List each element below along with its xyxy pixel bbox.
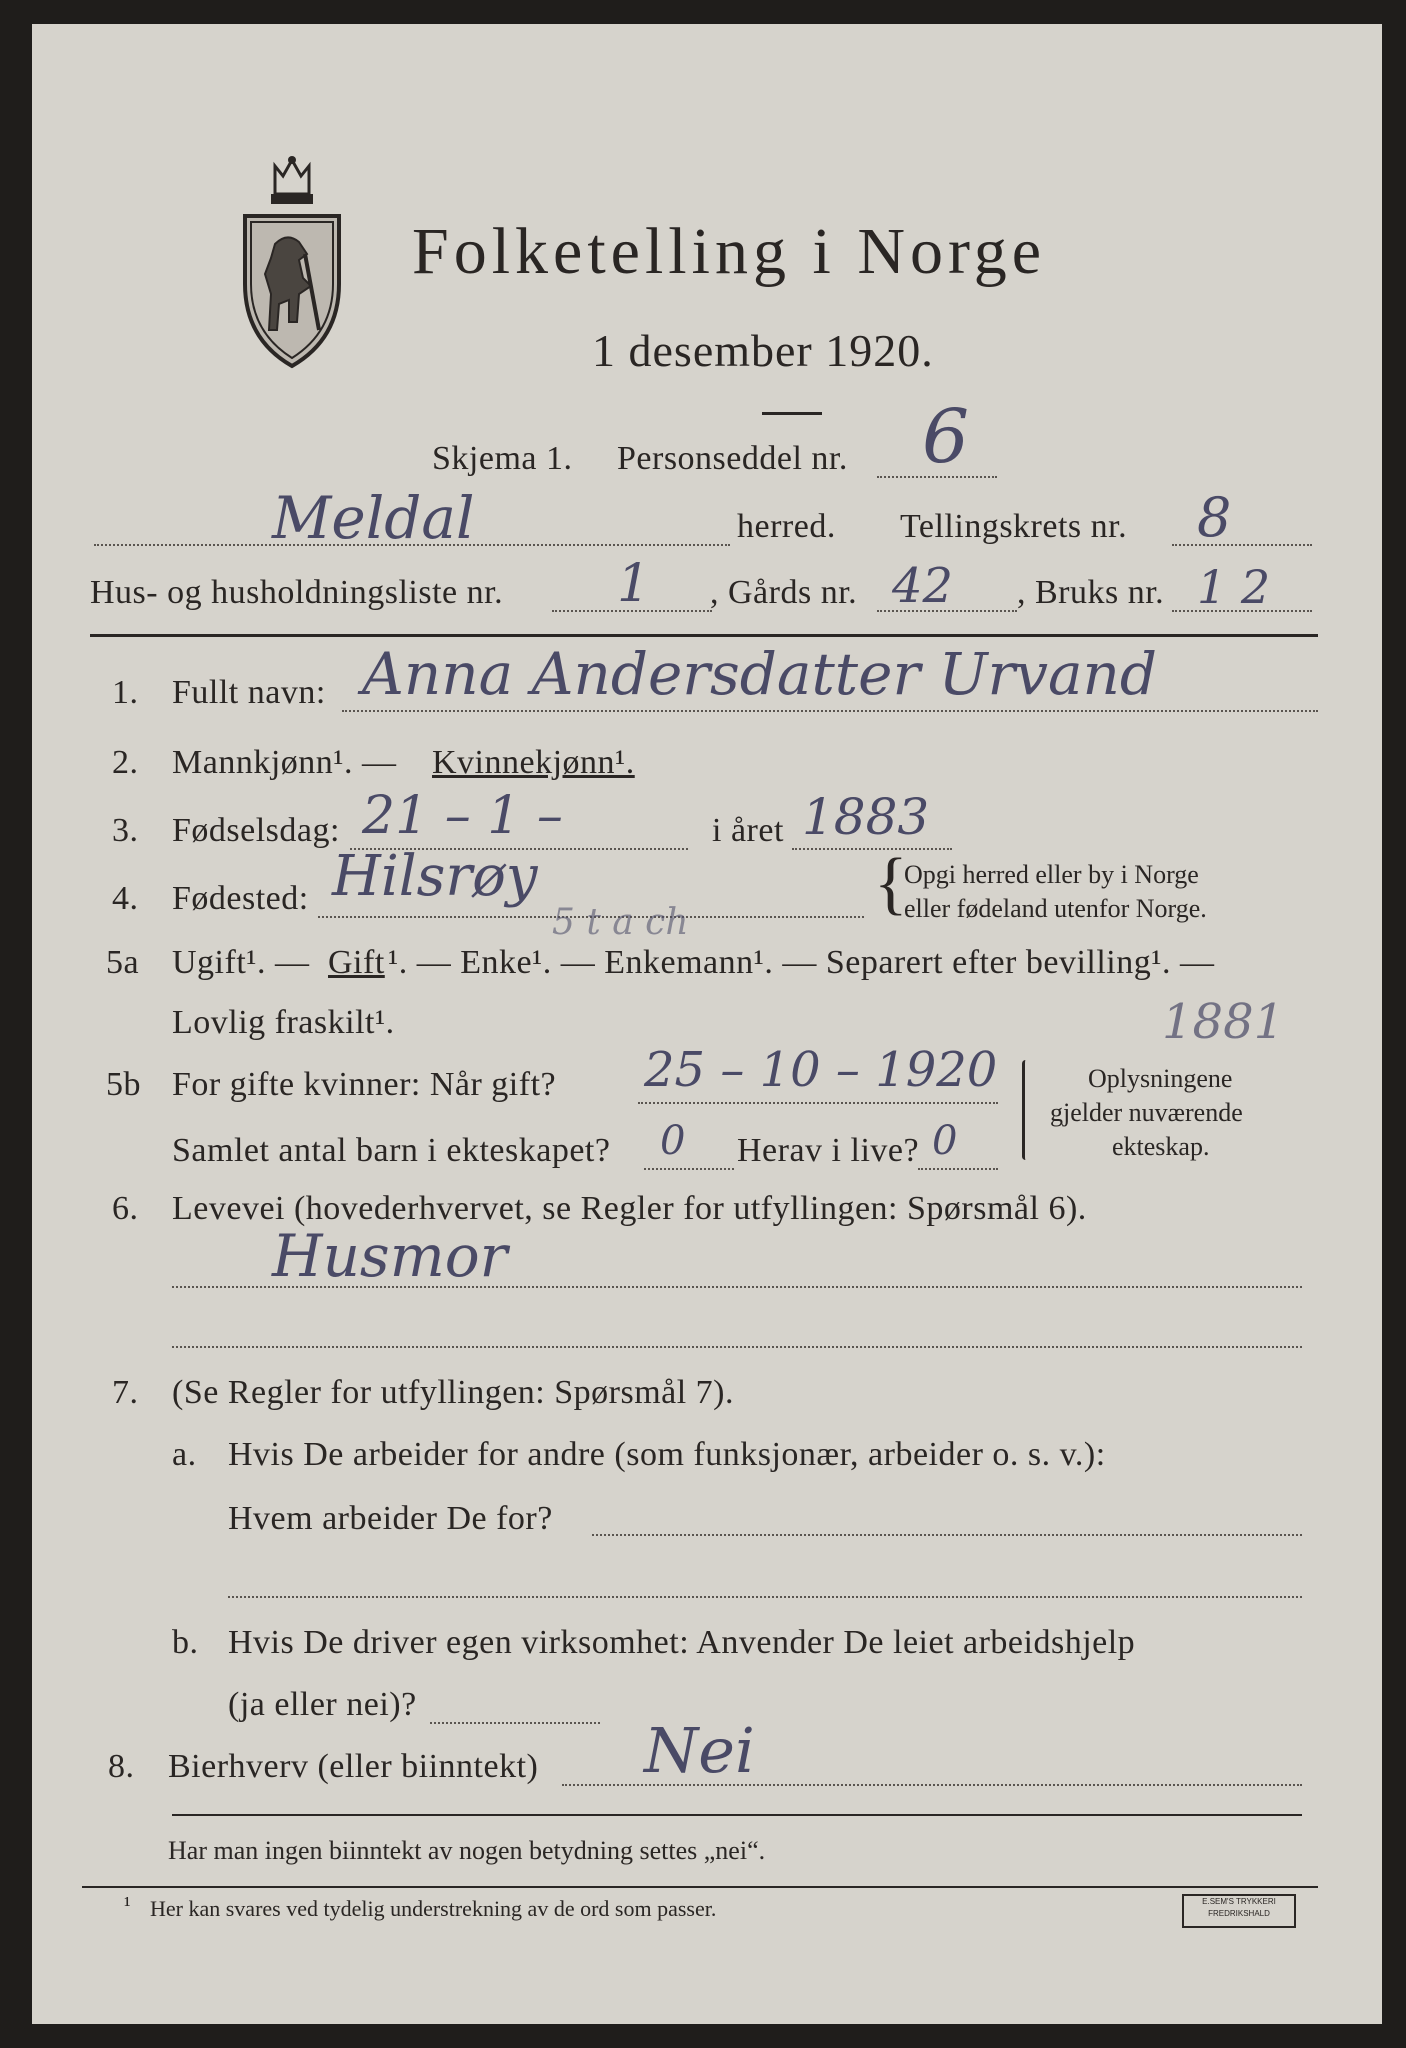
q4-note-line2: eller fødeland utenfor Norge. — [904, 894, 1207, 923]
footer-note: Har man ingen biinntekt av nogen betydning settes „nei“. — [168, 1836, 766, 1865]
q7b-line[interactable] — [430, 1722, 600, 1724]
q5b-note-bracket — [1022, 1060, 1029, 1160]
herred-label: herred. — [737, 508, 836, 545]
q3-year-value[interactable]: 1883 — [802, 788, 930, 846]
q5b-alive-label: Herav i live? — [737, 1132, 920, 1169]
q5a-number: 5a — [106, 944, 140, 981]
bruks-value[interactable]: 1 2 — [1197, 560, 1271, 614]
q3-value[interactable]: 21 – 1 – — [362, 786, 563, 846]
q5a-married-option[interactable]: Gift — [328, 944, 385, 981]
footnote-text: Her kan svares ved tydelig understrekning av de ord som passer. — [150, 1896, 717, 1921]
q5b-children-line — [644, 1168, 734, 1170]
bruks-label: , Bruks nr. — [1017, 574, 1165, 611]
hus-value[interactable]: 1 — [617, 554, 651, 614]
q7a-number: a. — [172, 1436, 197, 1473]
header-rule — [90, 634, 1318, 637]
q8-value[interactable]: Nei — [644, 1714, 755, 1787]
coat-of-arms-icon — [237, 154, 347, 374]
q7a-line-1[interactable] — [592, 1534, 1302, 1536]
q4-note-line1: Opgi herred eller by i Norge — [904, 860, 1199, 889]
q5b-line — [638, 1102, 998, 1104]
footer-rule — [172, 1814, 1302, 1816]
q4-number: 4. — [112, 880, 139, 917]
tellingskrets-line — [1172, 544, 1312, 546]
q3-number: 3. — [112, 812, 139, 849]
q6-value[interactable]: Husmor — [272, 1222, 508, 1290]
q5b-value[interactable]: 25 – 10 – 1920 — [644, 1042, 998, 1098]
gards-label: , Gårds nr. — [710, 574, 858, 611]
herred-value[interactable]: Meldal — [272, 484, 475, 552]
footnote-mark: ¹ — [124, 1892, 131, 1917]
skjema-label: Skjema 1. — [432, 440, 573, 477]
q4-value[interactable]: Hilsrøy — [332, 844, 538, 909]
q5b-label: For gifte kvinner: Når gift? — [172, 1066, 557, 1103]
q5b-alive-line — [918, 1168, 998, 1170]
q5b-alive-value[interactable]: 0 — [932, 1118, 958, 1164]
q5b-note-line1: Oplysningene — [1088, 1064, 1233, 1093]
printer-name: E.SEM'S TRYKKERI — [1202, 1897, 1276, 1906]
q7b-question: (ja eller nei)? — [228, 1686, 417, 1723]
q3-label: Fødselsdag: — [172, 812, 340, 849]
tellingskrets-value[interactable]: 8 — [1197, 486, 1232, 549]
q7a-label: Hvis De arbeider for andre (som funksjonær, arbeider o. s. v.): — [228, 1436, 1106, 1473]
q5a-other-options[interactable]: ¹. — Enke¹. — Enkemann¹. — Separert efter bevilling¹. — — [388, 944, 1215, 981]
q5b-annotation: 1881 — [1162, 994, 1285, 1050]
personseddel-value[interactable]: 6 — [922, 394, 970, 480]
form-title: Folketelling i Norge — [412, 215, 1047, 288]
q5b-note-line2: gjelder nuværende — [1050, 1098, 1243, 1127]
q3-year-line — [792, 848, 952, 850]
q7a-question: Hvem arbeider De for? — [228, 1500, 553, 1537]
q6-line-2 — [172, 1346, 1302, 1348]
q5a-unmarried-option[interactable]: Ugift¹. — — [172, 944, 310, 981]
hus-label: Hus- og husholdningsliste nr. — [90, 574, 504, 611]
q5b-children-value[interactable]: 0 — [660, 1118, 686, 1164]
printer-stamp — [1182, 1894, 1296, 1928]
q7-number: 7. — [112, 1374, 139, 1411]
q2-male-option[interactable]: Mannkjønn¹. — — [172, 744, 397, 781]
q4-label: Fødested: — [172, 880, 309, 917]
q8-label: Bierhverv (eller biinntekt) — [168, 1748, 539, 1785]
q5b-children-label: Samlet antal barn i ekteskapet? — [172, 1132, 611, 1169]
q1-label: Fullt navn: — [172, 674, 326, 711]
q3-year-label: i året — [712, 812, 784, 849]
q2-female-option[interactable]: Kvinnekjønn¹. — [432, 744, 635, 781]
q4-note-brace: { — [874, 845, 908, 922]
census-date: 1 desember 1920. — [592, 325, 934, 376]
q1-line — [342, 710, 1318, 712]
q5b-number: 5b — [106, 1066, 141, 1103]
q6-number: 6. — [112, 1190, 139, 1227]
q7b-number: b. — [172, 1624, 199, 1661]
q5a-divorced-option[interactable]: Lovlig fraskilt¹. — [172, 1004, 395, 1041]
q5b-note-line3: ekteskap. — [1112, 1132, 1210, 1161]
q1-value[interactable]: Anna Andersdatter Urvand — [362, 640, 1158, 708]
census-form-page — [32, 24, 1382, 2024]
q1-number: 1. — [112, 674, 139, 711]
q7-label: (Se Regler for utfyllingen: Spørsmål 7). — [172, 1374, 735, 1411]
q7b-label: Hvis De driver egen virksomhet: Anvender De leiet arbeidshjelp — [228, 1624, 1136, 1661]
q7a-line-2[interactable] — [228, 1596, 1302, 1598]
q8-number: 8. — [108, 1748, 135, 1785]
title-divider — [762, 412, 822, 415]
personseddel-label: Personseddel nr. — [617, 440, 848, 477]
q2-number: 2. — [112, 744, 139, 781]
tellingskrets-label: Tellingskrets nr. — [900, 508, 1128, 545]
gards-value[interactable]: 42 — [892, 558, 954, 614]
q4-annotation: 5 t a ch — [552, 902, 689, 943]
printer-city: FREDRIKSHALD — [1208, 1909, 1270, 1918]
q6-label: Levevei (hovederhvervet, se Regler for utfyllingen: Spørsmål 6). — [172, 1190, 1087, 1227]
footnote-rule — [82, 1886, 1318, 1888]
